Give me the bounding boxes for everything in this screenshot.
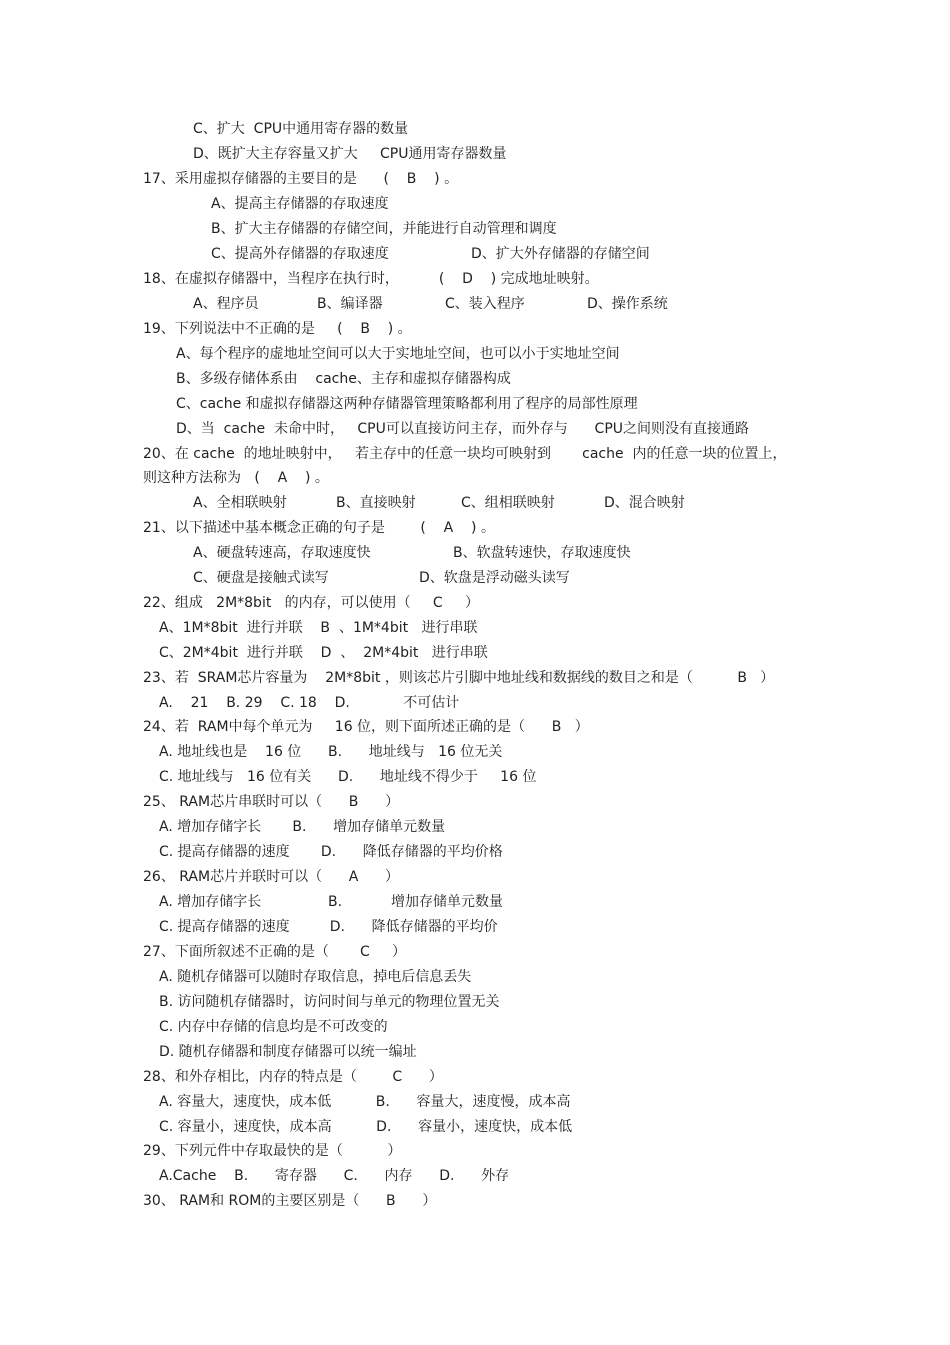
question-22: 22、组成 2M*8bit 的内存，可以使用（ C ） (143, 595, 479, 611)
option-18a: A、程序员 (193, 296, 259, 312)
question-25: 25、 RAM芯片串联时可以（ B ） (143, 794, 400, 810)
option-20b: B、直接映射 (336, 495, 416, 511)
option-19b: B、多级存储体系由 cache、主存和虚拟存储器构成 (176, 371, 511, 387)
option-18c: C、装入程序 (445, 296, 525, 312)
options-29: A.Cache B. 寄存器 C. 内存 D. 外存 (159, 1168, 510, 1184)
question-17: 17、采用虚拟存储器的主要目的是 ( B ) 。 (143, 171, 459, 187)
options-25-cd: C. 提高存储器的速度 D. 降低存储器的平均价格 (159, 844, 503, 860)
option-16d: D、既扩大主存容量又扩大 CPU通用寄存器数量 (193, 146, 507, 162)
options-22-cd: C、2M*4bit 进行并联 D 、 2M*4bit 进行串联 (159, 645, 488, 661)
options-24-ab: A. 地址线也是 16 位 B. 地址线与 16 位无关 (159, 744, 503, 760)
options-26-ab: A. 增加存储字长 B. 增加存储单元数量 (159, 894, 503, 910)
question-24: 24、若 RAM中每个单元为 16 位，则下面所述正确的是（ B ） (143, 719, 589, 735)
options-26-cd: C. 提高存储器的速度 D. 降低存储器的平均价 (159, 919, 498, 935)
option-27d: D. 随机存储器和制度存储器可以统一编址 (159, 1044, 417, 1060)
option-21a: A、硬盘转速高，存取速度快 (193, 545, 371, 561)
question-18: 18、在虚拟存储器中，当程序在执行时， ( D ) 完成地址映射。 (143, 271, 599, 287)
question-27: 27、下面所叙述不正确的是（ C ） (143, 944, 406, 960)
question-30: 30、 RAM和 ROM的主要区别是（ B ） (143, 1193, 437, 1209)
option-27c: C. 内存中存储的信息均是不可改变的 (159, 1019, 388, 1035)
question-20-line1: 20、在 cache 的地址映射中， 若主存中的任意一块均可映射到 cache 内的任意一块的位置上， (143, 446, 787, 462)
options-25-ab: A. 增加存储字长 B. 增加存储单元数量 (159, 819, 446, 835)
option-17d: D、扩大外存储器的存储空间 (471, 246, 650, 262)
option-20c: C、组相联映射 (461, 495, 555, 511)
question-23: 23、若 SRAM芯片容量为 2M*8bit ，则该芯片引脚中地址线和数据线的数目之和是（ B ） (143, 670, 775, 686)
question-20-line2: 则这种方法称为 ( A ) 。 (143, 470, 329, 486)
option-16c: C、扩大 CPU中通用寄存器的数量 (193, 121, 409, 137)
option-20d: D、混合映射 (604, 495, 685, 511)
options-24-cd: C. 地址线与 16 位有关 D. 地址线不得少于 16 位 (159, 769, 537, 785)
option-21d: D、软盘是浮动磁头读写 (419, 570, 570, 586)
question-28: 28、和外存相比，内存的特点是（ C ） (143, 1069, 443, 1085)
question-21: 21、以下描述中基本概念正确的句子是 ( A ) 。 (143, 520, 495, 536)
option-17b: B、扩大主存储器的存储空间，并能进行自动管理和调度 (211, 221, 557, 237)
options-28-cd: C. 容量小，速度快，成本高 D. 容量小，速度快，成本低 (159, 1119, 573, 1135)
question-19: 19、下列说法中不正确的是 ( B ) 。 (143, 321, 412, 337)
option-20a: A、全相联映射 (193, 495, 287, 511)
option-18d: D、操作系统 (587, 296, 668, 312)
option-21c: C、硬盘是接触式读写 (193, 570, 329, 586)
option-19d: D、当 cache 未命中时， CPU可以直接访问主存，而外存与 CPU之间则没有直接通路 (176, 421, 750, 437)
options-22-ab: A、1M*8bit 进行并联 B 、1M*4bit 进行串联 (159, 620, 478, 636)
question-29: 29、下列元件中存取最快的是（ ） (143, 1143, 402, 1159)
options-28-ab: A. 容量大，速度快，成本低 B. 容量大，速度慢，成本高 (159, 1094, 571, 1110)
option-19a: A、每个程序的虚地址空间可以大于实地址空间，也可以小于实地址空间 (176, 346, 620, 362)
question-26: 26、 RAM芯片并联时可以（ A ） (143, 869, 400, 885)
option-17a: A、提高主存储器的存取速度 (211, 196, 389, 212)
option-27b: B. 访问随机存储器时，访问时间与单元的物理位置无关 (159, 994, 500, 1010)
options-23: A. 21 B. 29 C. 18 D. 不可估计 (159, 695, 460, 711)
option-21b: B、软盘转速快，存取速度快 (453, 545, 631, 561)
option-18b: B、编译器 (317, 296, 383, 312)
option-17c: C、提高外存储器的存取速度 (211, 246, 389, 262)
option-27a: A. 随机存储器可以随时存取信息，掉电后信息丢失 (159, 969, 472, 985)
option-19c: C、cache 和虚拟存储器这两种存储器管理策略都利用了程序的局部性原理 (176, 396, 638, 412)
